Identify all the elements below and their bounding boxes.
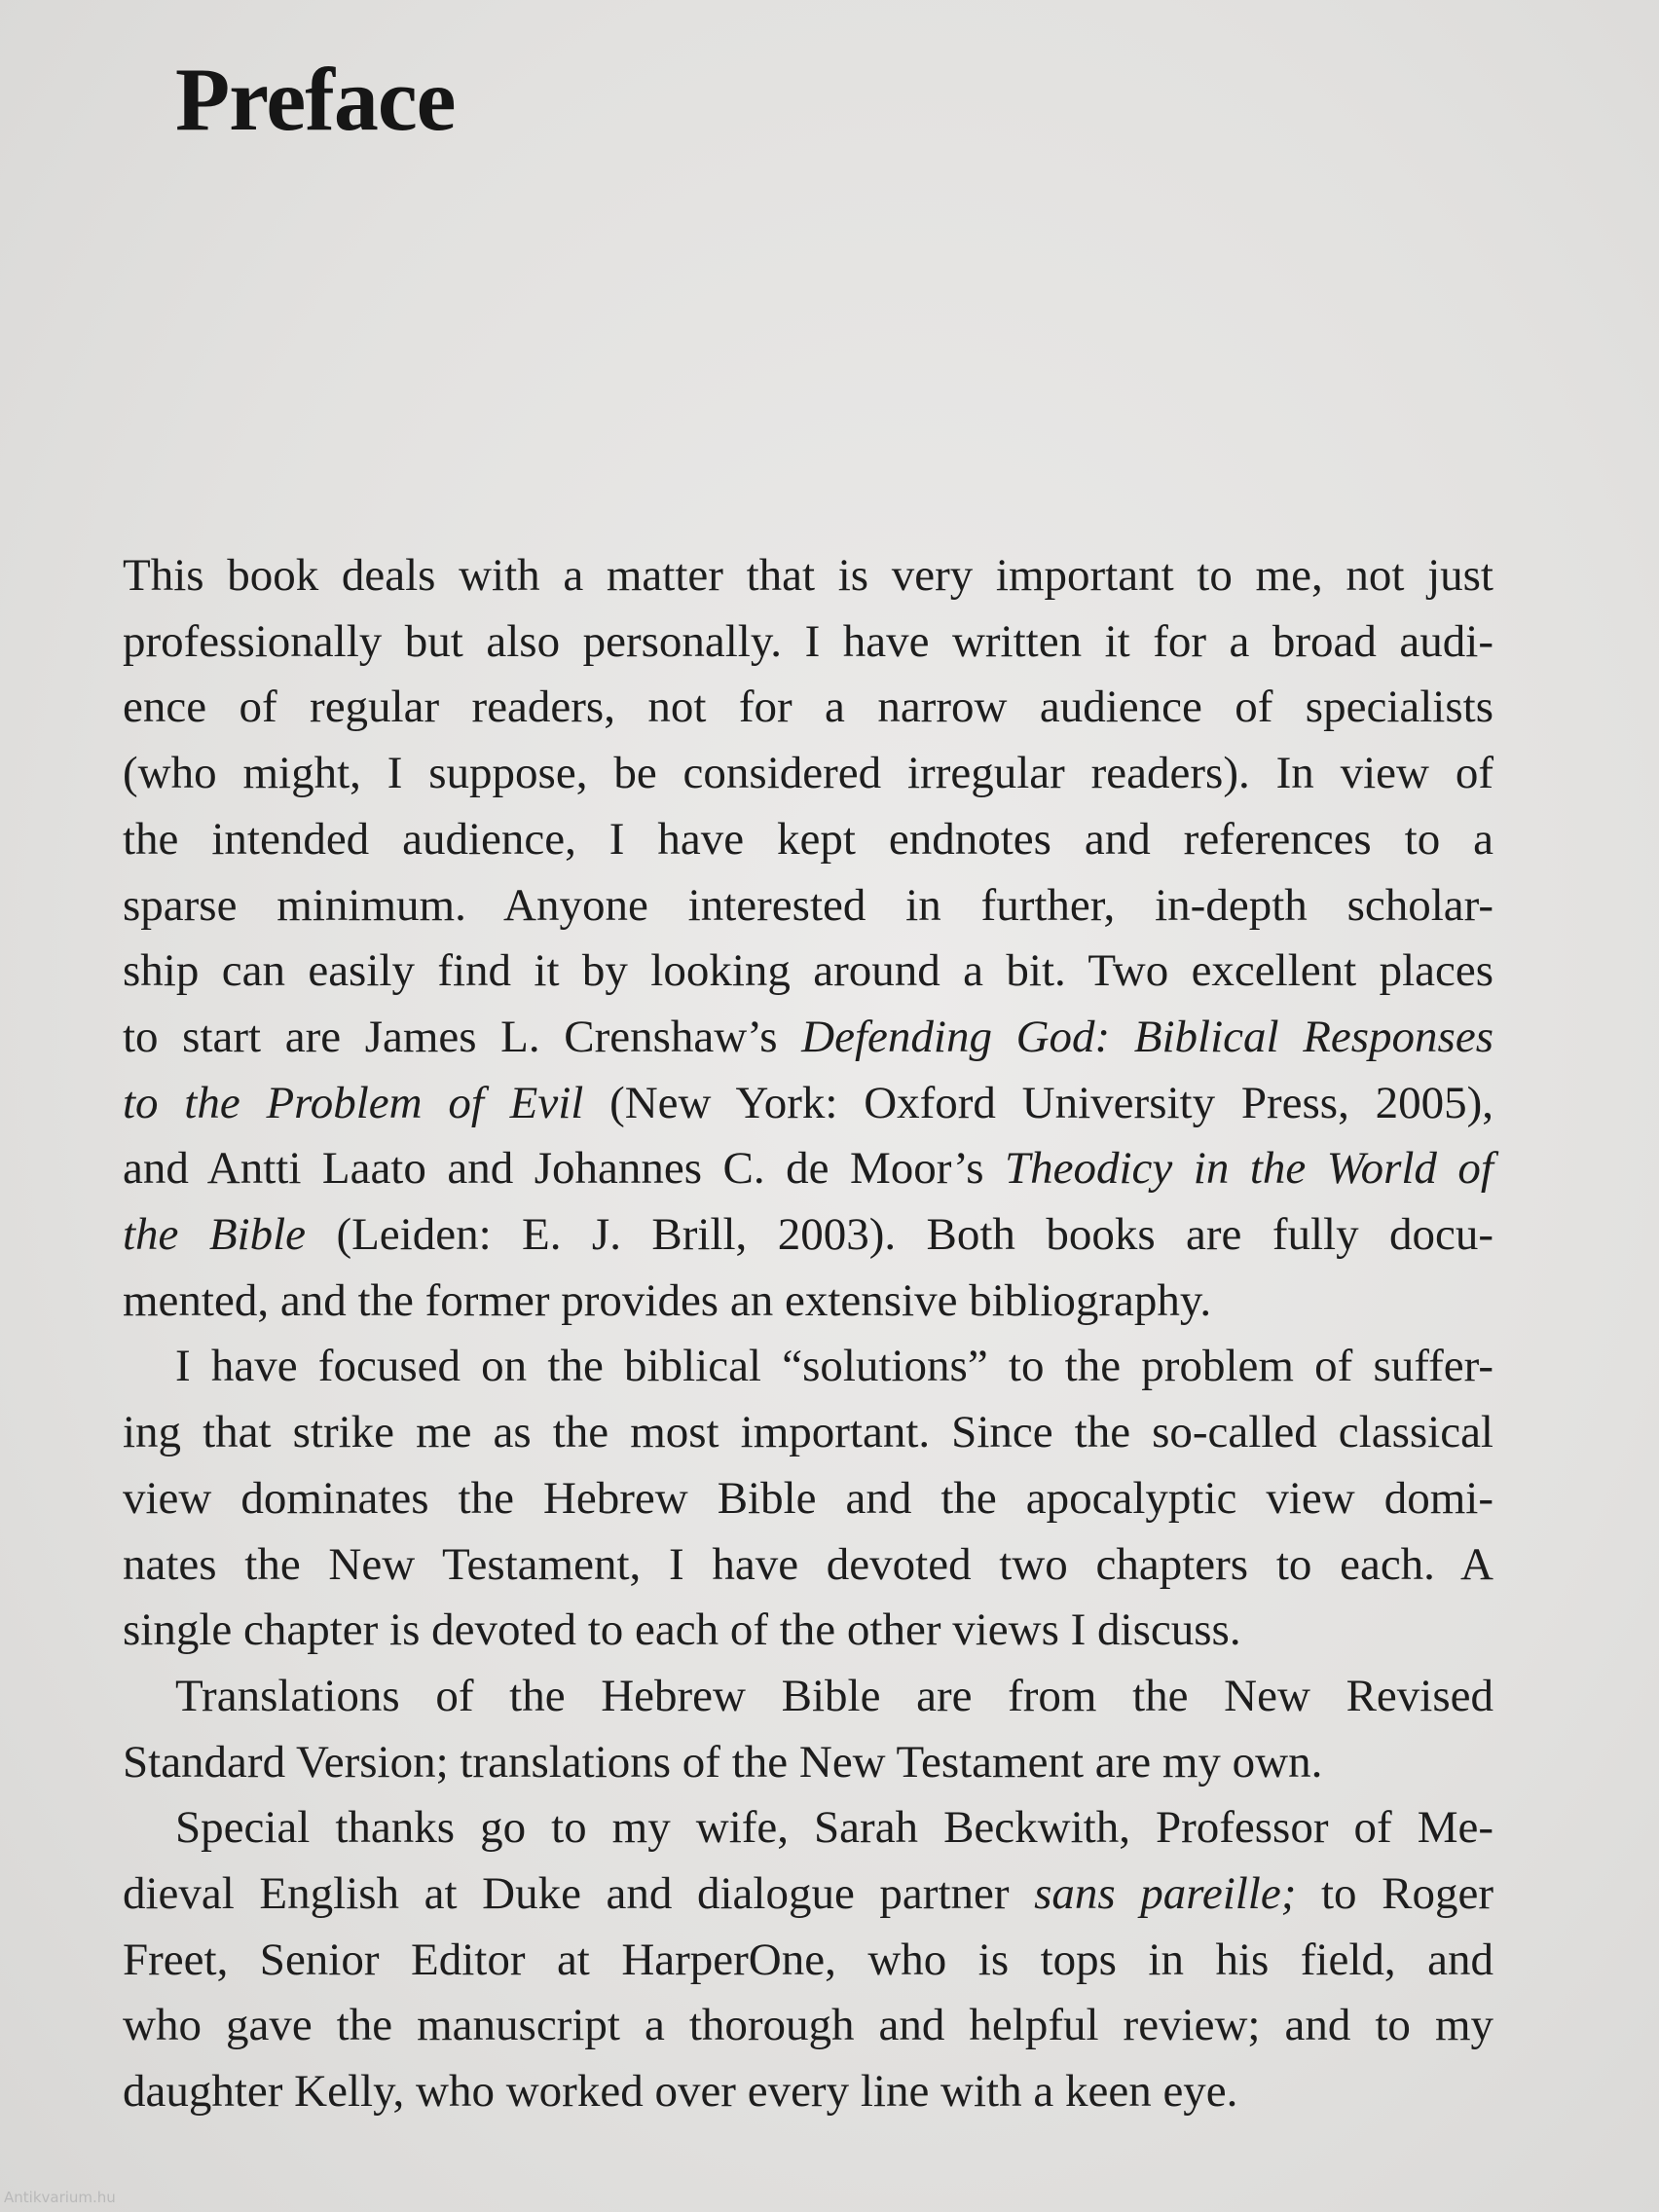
text-line: ence of regular readers, not for a narrow audience of specialists	[123, 682, 1493, 733]
text-line: single chapter is devoted to each of the other views I discuss.	[123, 1604, 1241, 1656]
text-segment: dieval English at Duke and dialogue partner	[123, 1868, 1035, 1920]
paragraph-2	[123, 1334, 1493, 1664]
text-segment: (New York: Oxford University Press, 2005),	[583, 1077, 1493, 1128]
paragraph-4	[123, 1795, 1493, 2125]
text-line: nates the New Testament, I have devoted two chapters to each. A	[123, 1538, 1493, 1590]
text-line: I have focused on the biblical “solutions” to the problem of suffer-	[175, 1341, 1493, 1392]
italic-phrase: sans pareille;	[1034, 1868, 1297, 1920]
text-line	[123, 1862, 1493, 1928]
paragraph-1	[123, 543, 1493, 1334]
text-segment: (Leiden: E. J. Brill, 2003). Both books are fully docu-	[306, 1209, 1494, 1261]
text-line: Freet, Senior Editor at HarperOne, who is tops in his field, and	[123, 1934, 1493, 1985]
paragraph-3	[123, 1664, 1493, 1795]
text-line: mented, and the former provides an extensive bibliography.	[123, 1274, 1212, 1326]
text-line	[123, 1005, 1493, 1071]
text-line	[123, 1071, 1493, 1137]
text-line: who gave the manuscript a thorough and helpful review; and to my	[123, 2000, 1493, 2051]
text-line: Translations of the Hebrew Bible are from the New Revised	[175, 1670, 1493, 1721]
watermark: Antikvarium.hu	[4, 2189, 116, 2206]
book-title-italic: Defending God: Biblical Responses	[801, 1011, 1493, 1062]
text-line: Standard Version; translations of the New Testament are my own.	[123, 1736, 1323, 1788]
book-title-italic: Theodicy in the World of	[1005, 1143, 1493, 1195]
text-segment: and Antti Laato and Johannes C. de Moor’s	[123, 1143, 1005, 1195]
text-line: (who might, I suppose, be considered irregular readers). In view of	[123, 748, 1493, 799]
text-line: sparse minimum. Anyone interested in further, in-depth scholar-	[123, 879, 1493, 931]
text-line: ship can easily find it by looking around a bit. Two excellent places	[123, 945, 1493, 997]
text-line: view dominates the Hebrew Bible and the apocalyptic view domi-	[123, 1472, 1493, 1524]
page-title: Preface	[175, 50, 456, 149]
text-line	[123, 1202, 1493, 1269]
text-segment: to start are James L. Crenshaw’s	[123, 1011, 802, 1062]
text-line: Special thanks go to my wife, Sarah Beckwith, Professor of Me-	[175, 1802, 1493, 1854]
text-line: This book deals with a matter that is very important to me, not just	[123, 550, 1493, 601]
text-line: the intended audience, I have kept endnotes and references to a	[123, 813, 1493, 865]
text-line: ing that strike me as the most important. Since the so-called classical	[123, 1407, 1493, 1458]
book-title-italic: to the Problem of Evil	[123, 1077, 584, 1128]
text-line: daughter Kelly, who worked over every line with a keen eye.	[123, 2066, 1238, 2118]
preface-body	[123, 543, 1493, 2125]
text-line: professionally but also personally. I have written it for a broad audi-	[123, 615, 1493, 667]
book-title-italic: the Bible	[123, 1209, 307, 1261]
text-line	[123, 1136, 1493, 1202]
text-segment: to Roger	[1296, 1868, 1493, 1920]
